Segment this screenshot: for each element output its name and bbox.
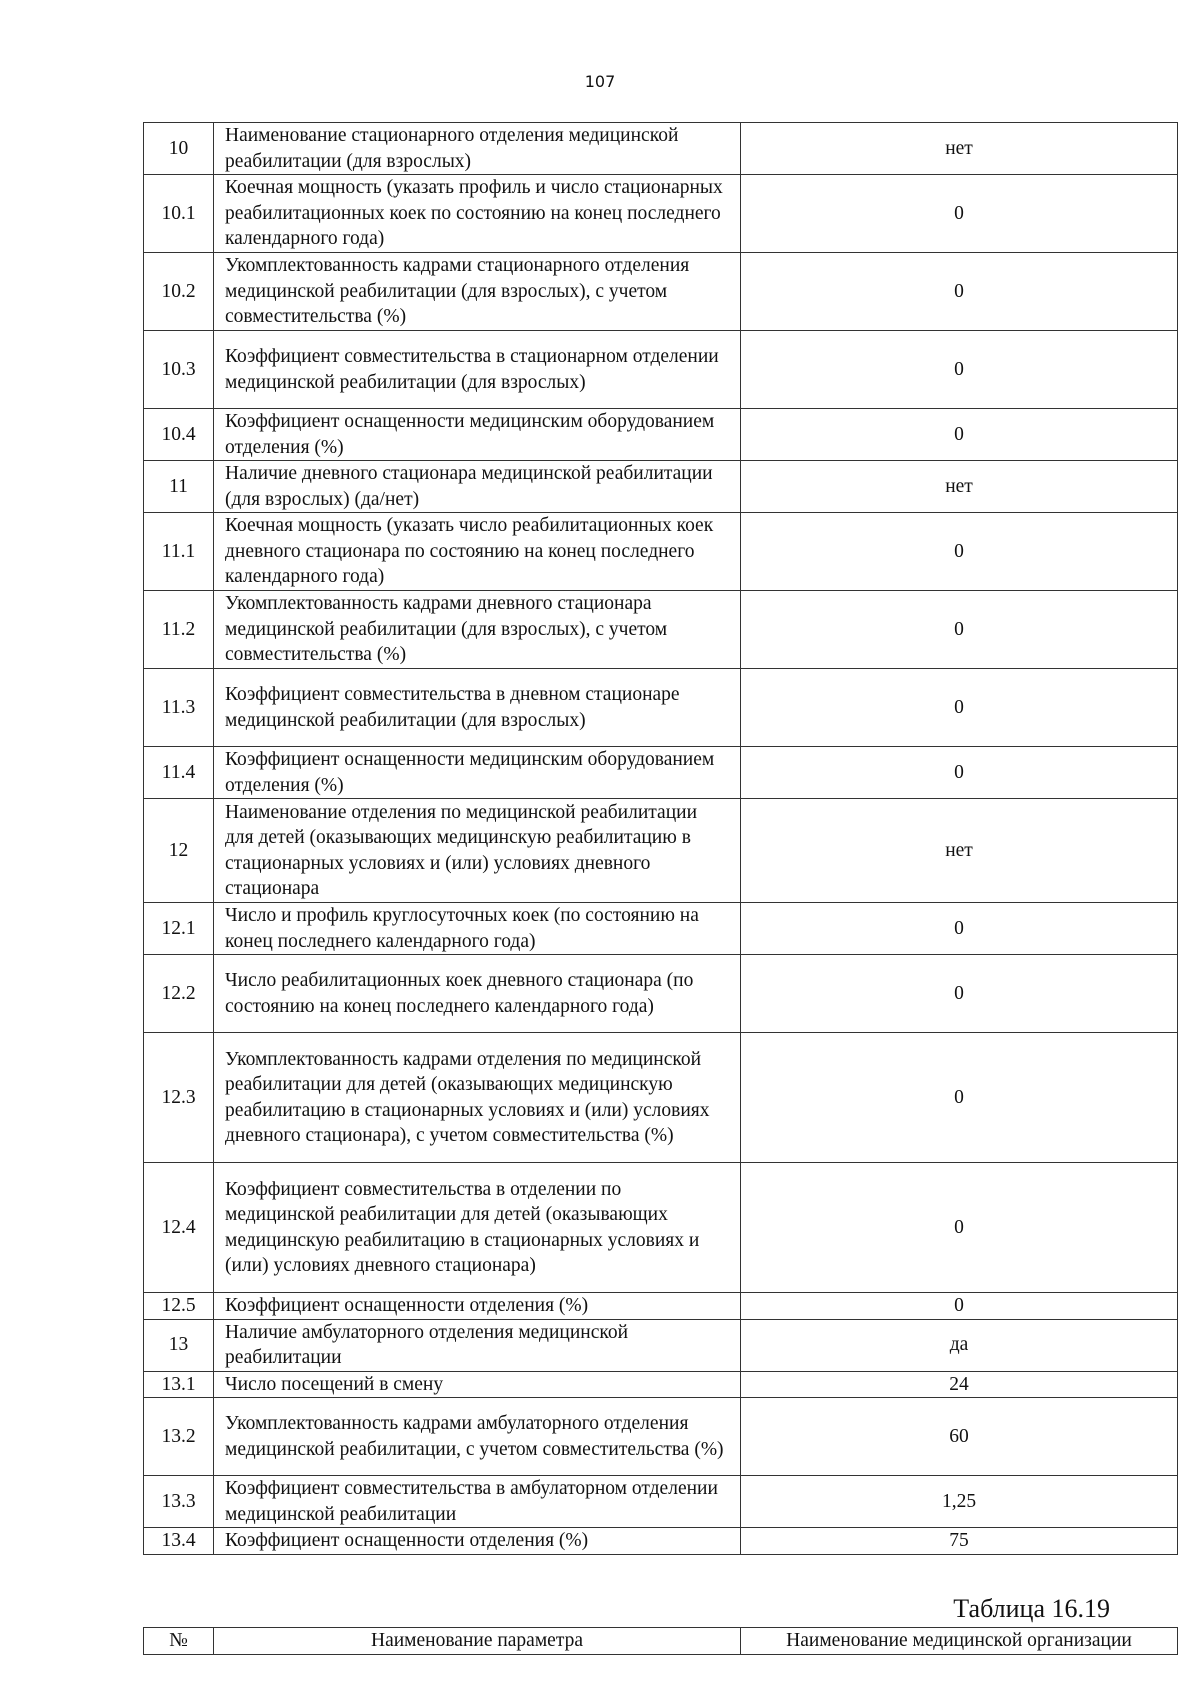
row-parameter-name: Коэффициент оснащенности отделения (%)	[214, 1293, 741, 1320]
row-value: 0	[741, 175, 1178, 253]
row-parameter-name: Коечная мощность (указать число реабилитационных коек дневного стационара по состоянию на конец последнего календарного года)	[214, 513, 741, 591]
row-value: 0	[741, 747, 1178, 799]
row-value: 0	[741, 903, 1178, 955]
header-parameter: Наименование параметра	[214, 1628, 741, 1655]
row-parameter-name: Коэффициент совместительства в отделении по медицинской реабилитации для детей (оказывающих медицинскую реабилитацию в стационарных условиях и (или) условиях дневного стационара)	[214, 1163, 741, 1293]
row-number: 12.4	[144, 1163, 214, 1293]
row-number: 10	[144, 123, 214, 175]
table-row	[144, 591, 1178, 669]
row-number: 11.1	[144, 513, 214, 591]
row-parameter-name: Коэффициент совместительства в амбулаторном отделении медицинской реабилитации	[214, 1476, 741, 1528]
row-number: 13.1	[144, 1371, 214, 1398]
row-parameter-name: Наличие дневного стационара медицинской реабилитации (для взрослых) (да/нет)	[214, 461, 741, 513]
row-value: 0	[741, 669, 1178, 747]
row-number: 11.4	[144, 747, 214, 799]
header-row	[144, 1628, 1178, 1655]
table-row	[144, 123, 1178, 175]
row-number: 12.2	[144, 955, 214, 1033]
row-value: 0	[741, 1033, 1178, 1163]
table-row	[144, 1163, 1178, 1293]
row-parameter-name: Коэффициент оснащенности отделения (%)	[214, 1528, 741, 1555]
table-caption: Таблица 16.19	[953, 1594, 1110, 1623]
row-value: 0	[741, 253, 1178, 331]
row-parameter-name: Коэффициент совместительства в дневном стационаре медицинской реабилитации (для взрослых)	[214, 669, 741, 747]
row-number: 12.1	[144, 903, 214, 955]
table-row	[144, 409, 1178, 461]
row-number: 10.4	[144, 409, 214, 461]
page-number: 107	[584, 72, 616, 91]
row-number: 11.3	[144, 669, 214, 747]
table-row	[144, 903, 1178, 955]
row-number: 12.5	[144, 1293, 214, 1320]
table-row	[144, 175, 1178, 253]
row-value: 60	[741, 1398, 1178, 1476]
table-row	[144, 1476, 1178, 1528]
row-number: 12	[144, 799, 214, 903]
table-row	[144, 1528, 1178, 1555]
row-value: 1,25	[741, 1476, 1178, 1528]
row-parameter-name: Наименование стационарного отделения медицинской реабилитации (для взрослых)	[214, 123, 741, 175]
row-number: 11.2	[144, 591, 214, 669]
row-value: нет	[741, 461, 1178, 513]
row-parameter-name: Коечная мощность (указать профиль и число стационарных реабилитационных коек по состоянию на конец последнего календарного года)	[214, 175, 741, 253]
parameters-table	[143, 122, 1178, 1555]
row-value: 0	[741, 1293, 1178, 1320]
table-row	[144, 1398, 1178, 1476]
row-parameter-name: Укомплектованность кадрами амбулаторного отделения медицинской реабилитации, с учетом совместительства (%)	[214, 1398, 741, 1476]
table-row	[144, 1293, 1178, 1320]
row-value: 0	[741, 591, 1178, 669]
table-row	[144, 747, 1178, 799]
row-value: 0	[741, 331, 1178, 409]
row-number: 13.2	[144, 1398, 214, 1476]
table-row	[144, 669, 1178, 747]
row-parameter-name: Укомплектованность кадрами отделения по медицинской реабилитации для детей (оказывающих медицинскую реабилитацию в стационарных условиях и (или) условиях дневного стационара), с учетом совместительства (%)	[214, 1033, 741, 1163]
row-number: 10.2	[144, 253, 214, 331]
row-number: 13.4	[144, 1528, 214, 1555]
table-row	[144, 253, 1178, 331]
row-number: 11	[144, 461, 214, 513]
table-row	[144, 1319, 1178, 1371]
header-number: №	[144, 1628, 214, 1655]
row-number: 12.3	[144, 1033, 214, 1163]
table-row	[144, 955, 1178, 1033]
row-value: 24	[741, 1371, 1178, 1398]
row-value: нет	[741, 799, 1178, 903]
table-row	[144, 1371, 1178, 1398]
table-row	[144, 799, 1178, 903]
row-value: 0	[741, 1163, 1178, 1293]
row-number: 10.3	[144, 331, 214, 409]
row-parameter-name: Наименование отделения по медицинской реабилитации для детей (оказывающих медицинскую реабилитацию в стационарных условиях и (или) условиях дневного стационара	[214, 799, 741, 903]
row-parameter-name: Коэффициент совместительства в стационарном отделении медицинской реабилитации (для взрослых)	[214, 331, 741, 409]
table-row	[144, 331, 1178, 409]
row-number: 13	[144, 1319, 214, 1371]
row-parameter-name: Число посещений в смену	[214, 1371, 741, 1398]
next-table-header	[143, 1627, 1178, 1655]
row-parameter-name: Число реабилитационных коек дневного стационара (по состоянию на конец последнего календарного года)	[214, 955, 741, 1033]
row-parameter-name: Наличие амбулаторного отделения медицинской реабилитации	[214, 1319, 741, 1371]
row-parameter-name: Коэффициент оснащенности медицинским оборудованием отделения (%)	[214, 747, 741, 799]
row-value: 75	[741, 1528, 1178, 1555]
row-value: 0	[741, 955, 1178, 1033]
row-parameter-name: Укомплектованность кадрами стационарного отделения медицинской реабилитации (для взрослых), с учетом совместительства (%)	[214, 253, 741, 331]
table-row	[144, 461, 1178, 513]
table-row	[144, 513, 1178, 591]
row-value: 0	[741, 513, 1178, 591]
row-value: да	[741, 1319, 1178, 1371]
row-parameter-name: Коэффициент оснащенности медицинским оборудованием отделения (%)	[214, 409, 741, 461]
row-parameter-name: Укомплектованность кадрами дневного стационара медицинской реабилитации (для взрослых), с учетом совместительства (%)	[214, 591, 741, 669]
header-organization: Наименование медицинской организации	[741, 1628, 1178, 1655]
row-parameter-name: Число и профиль круглосуточных коек (по состоянию на конец последнего календарного года)	[214, 903, 741, 955]
row-number: 13.3	[144, 1476, 214, 1528]
row-number: 10.1	[144, 175, 214, 253]
table-row	[144, 1033, 1178, 1163]
row-value: нет	[741, 123, 1178, 175]
row-value: 0	[741, 409, 1178, 461]
